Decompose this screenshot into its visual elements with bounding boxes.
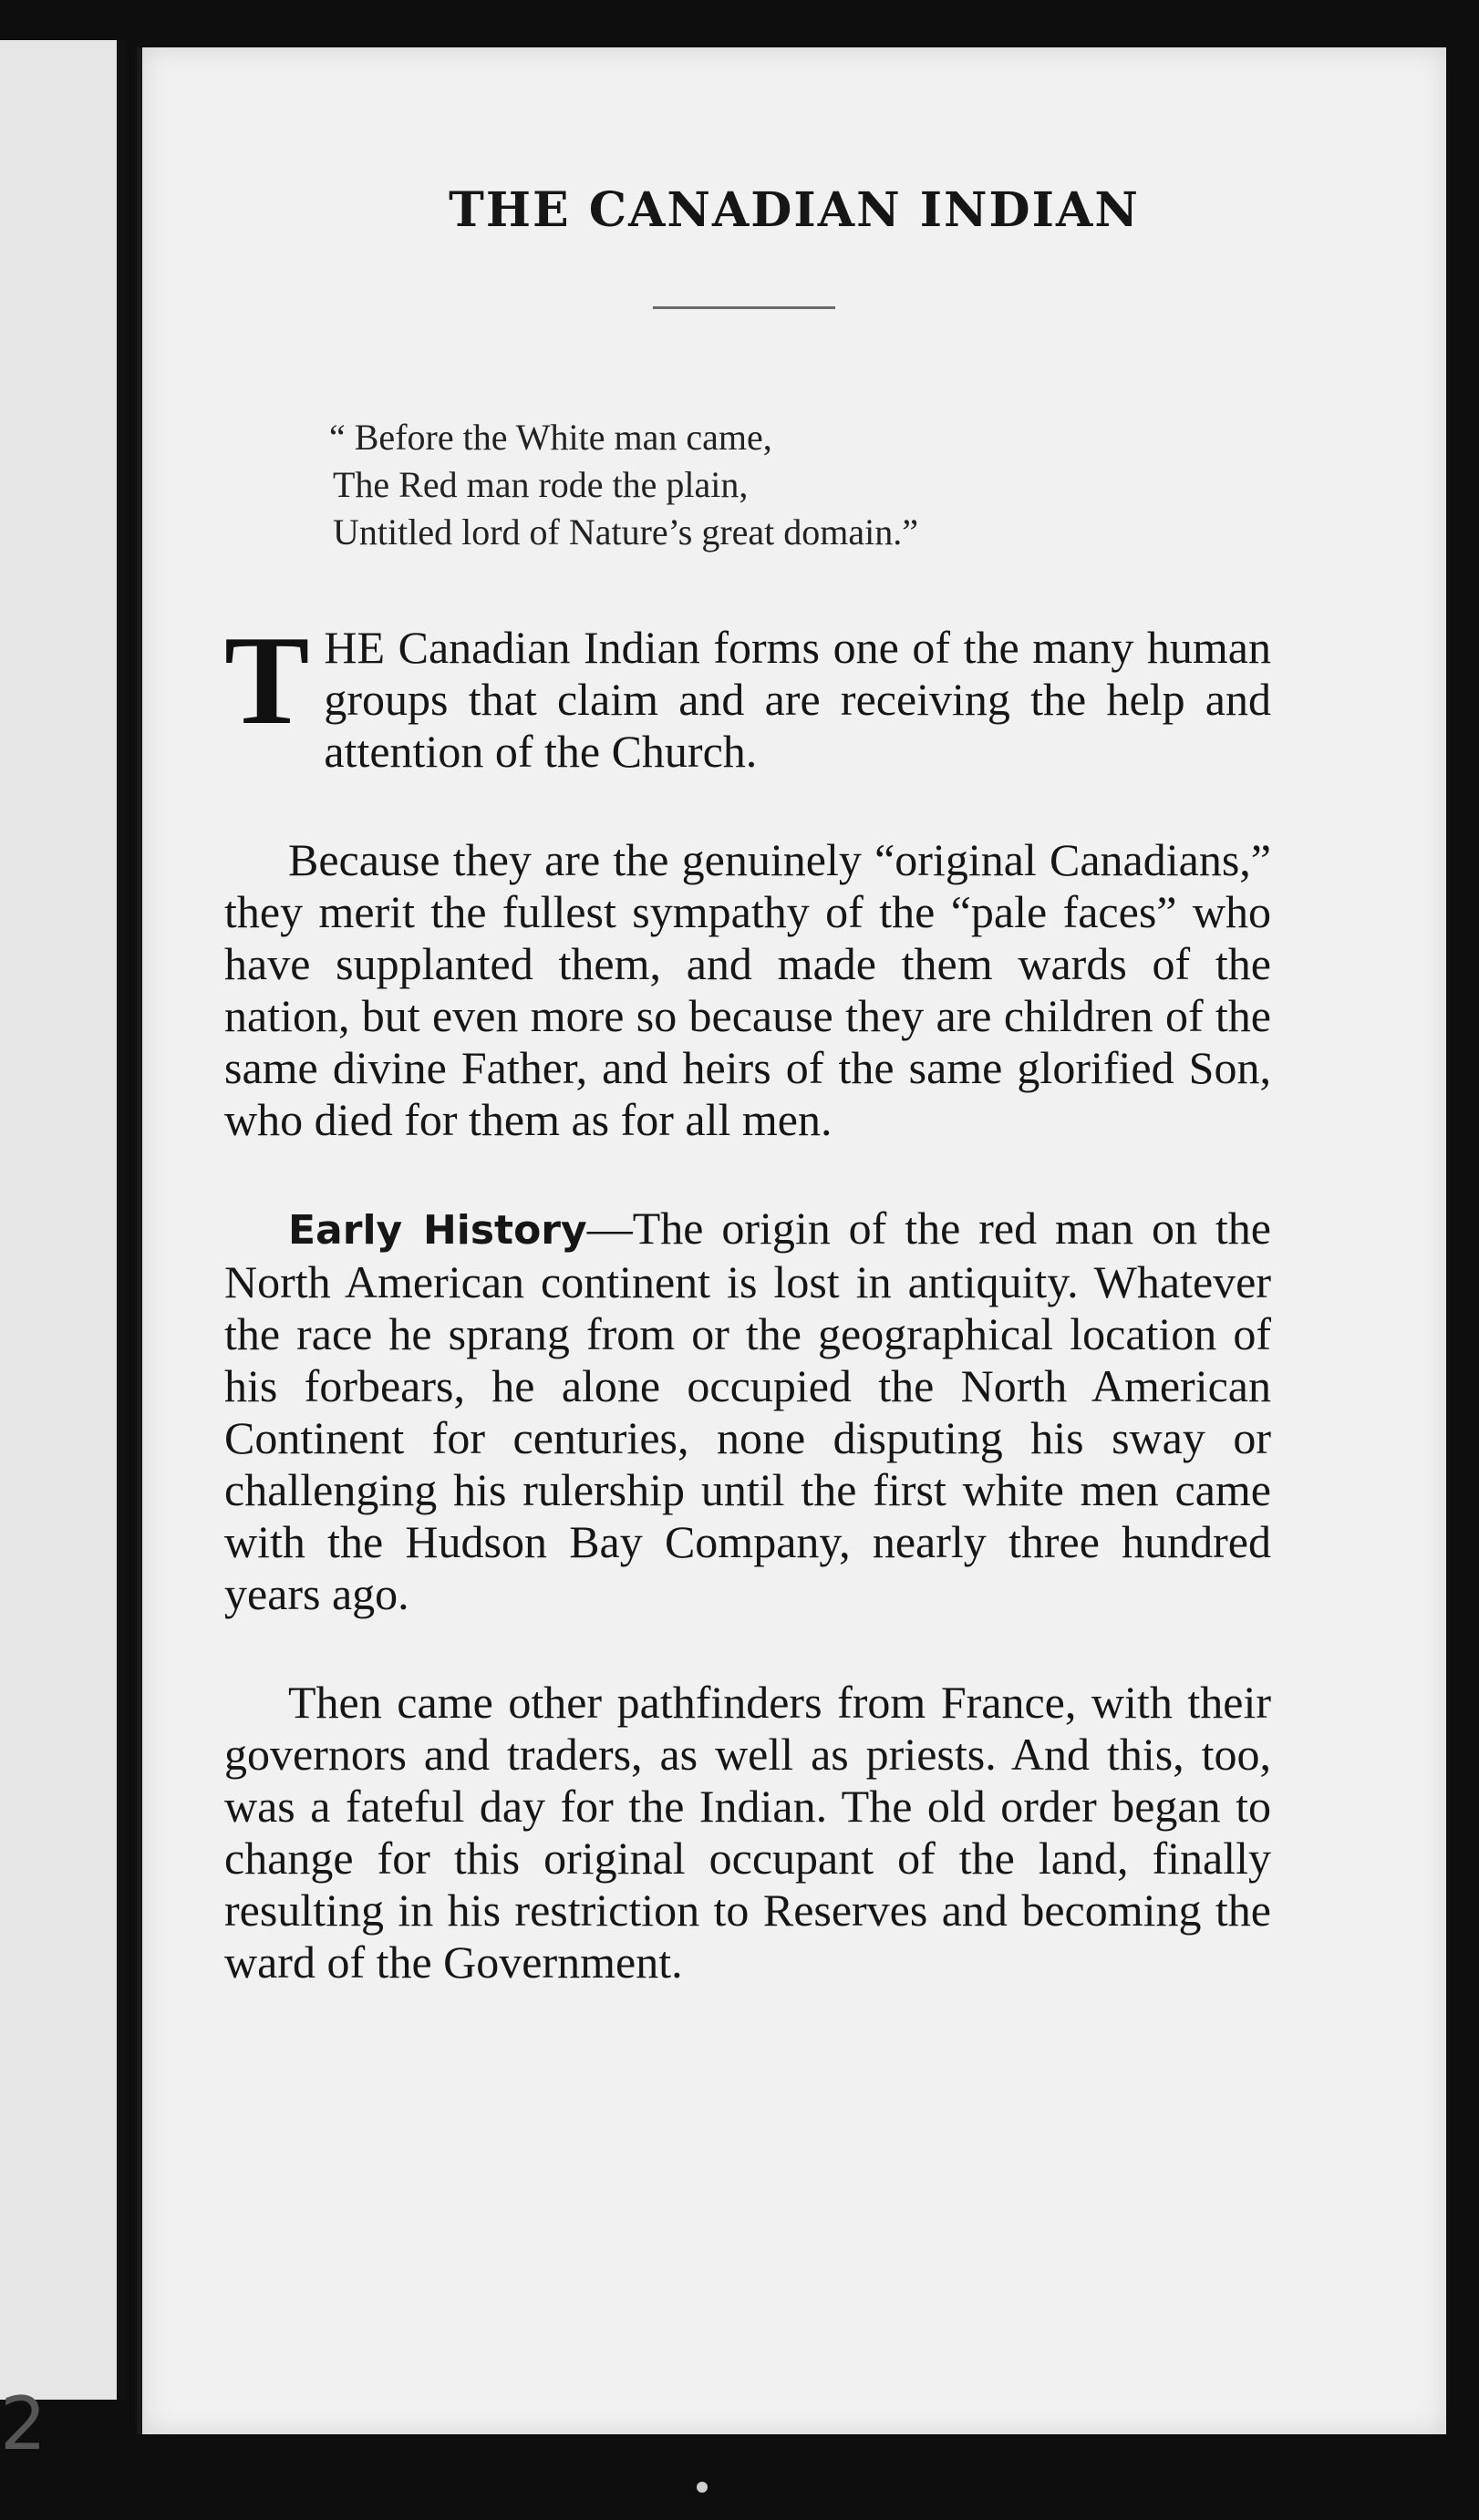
early-history-heading: Early History [288, 1207, 587, 1254]
adjacent-page-strip [0, 40, 126, 2466]
paragraph-intro-text: HE Canadian Indian forms one of the many human groups that claim and are receiving the help and attention of the Church. [324, 622, 1271, 777]
paragraph-early-history-text: —The origin of the red man on the North American continent is lost in antiquity. Whatever the race he sprang from or the geographical location of his forbears, he alone occupied the North American Continent for centuries, none disputing his sway or challenging his rulership until the first white men came with the Hudson Bay Company, nearly three hundred years ago. [224, 1203, 1271, 1619]
scan-speck [697, 2482, 708, 2493]
title-divider [653, 306, 835, 309]
adjacent-page-number: 2 [0, 2381, 47, 2466]
paragraph-intro [224, 610, 1271, 778]
paragraph-original-canadians [224, 834, 1271, 1146]
epigraph [329, 414, 918, 556]
epigraph-line-3: Untitled lord of Nature’s great domain.” [333, 511, 919, 553]
paragraph-pathfinders-text: Then came other pathfinders from France, with their governors and traders, as well as priests. And this, too, was a fateful day for the Indian. The old order began to change for this original occupant of the land, finally resulting in his restriction to Reserves and becoming the ward of the Government. [224, 1677, 1271, 1988]
paragraph-pathfinders [224, 1677, 1271, 1988]
drop-cap: T [224, 610, 310, 751]
body-text [224, 610, 1271, 2045]
paragraph-original-canadians-text: Because they are the genuinely “original Canadians,” they merit the fullest sympathy of the “pale faces” who have supplanted them, and made them wards of the nation, but even more so because they are children of the same divine Father, and heirs of the same glorified Son, who died for them as for all men. [224, 834, 1271, 1145]
epigraph-line-1: “ Before the White man came, [329, 417, 772, 458]
page-title: THE CANADIAN INDIAN [449, 182, 1140, 238]
paragraph-early-history [224, 1203, 1271, 1620]
document-page [137, 47, 1446, 2434]
epigraph-line-2: The Red man rode the plain, [333, 464, 749, 505]
